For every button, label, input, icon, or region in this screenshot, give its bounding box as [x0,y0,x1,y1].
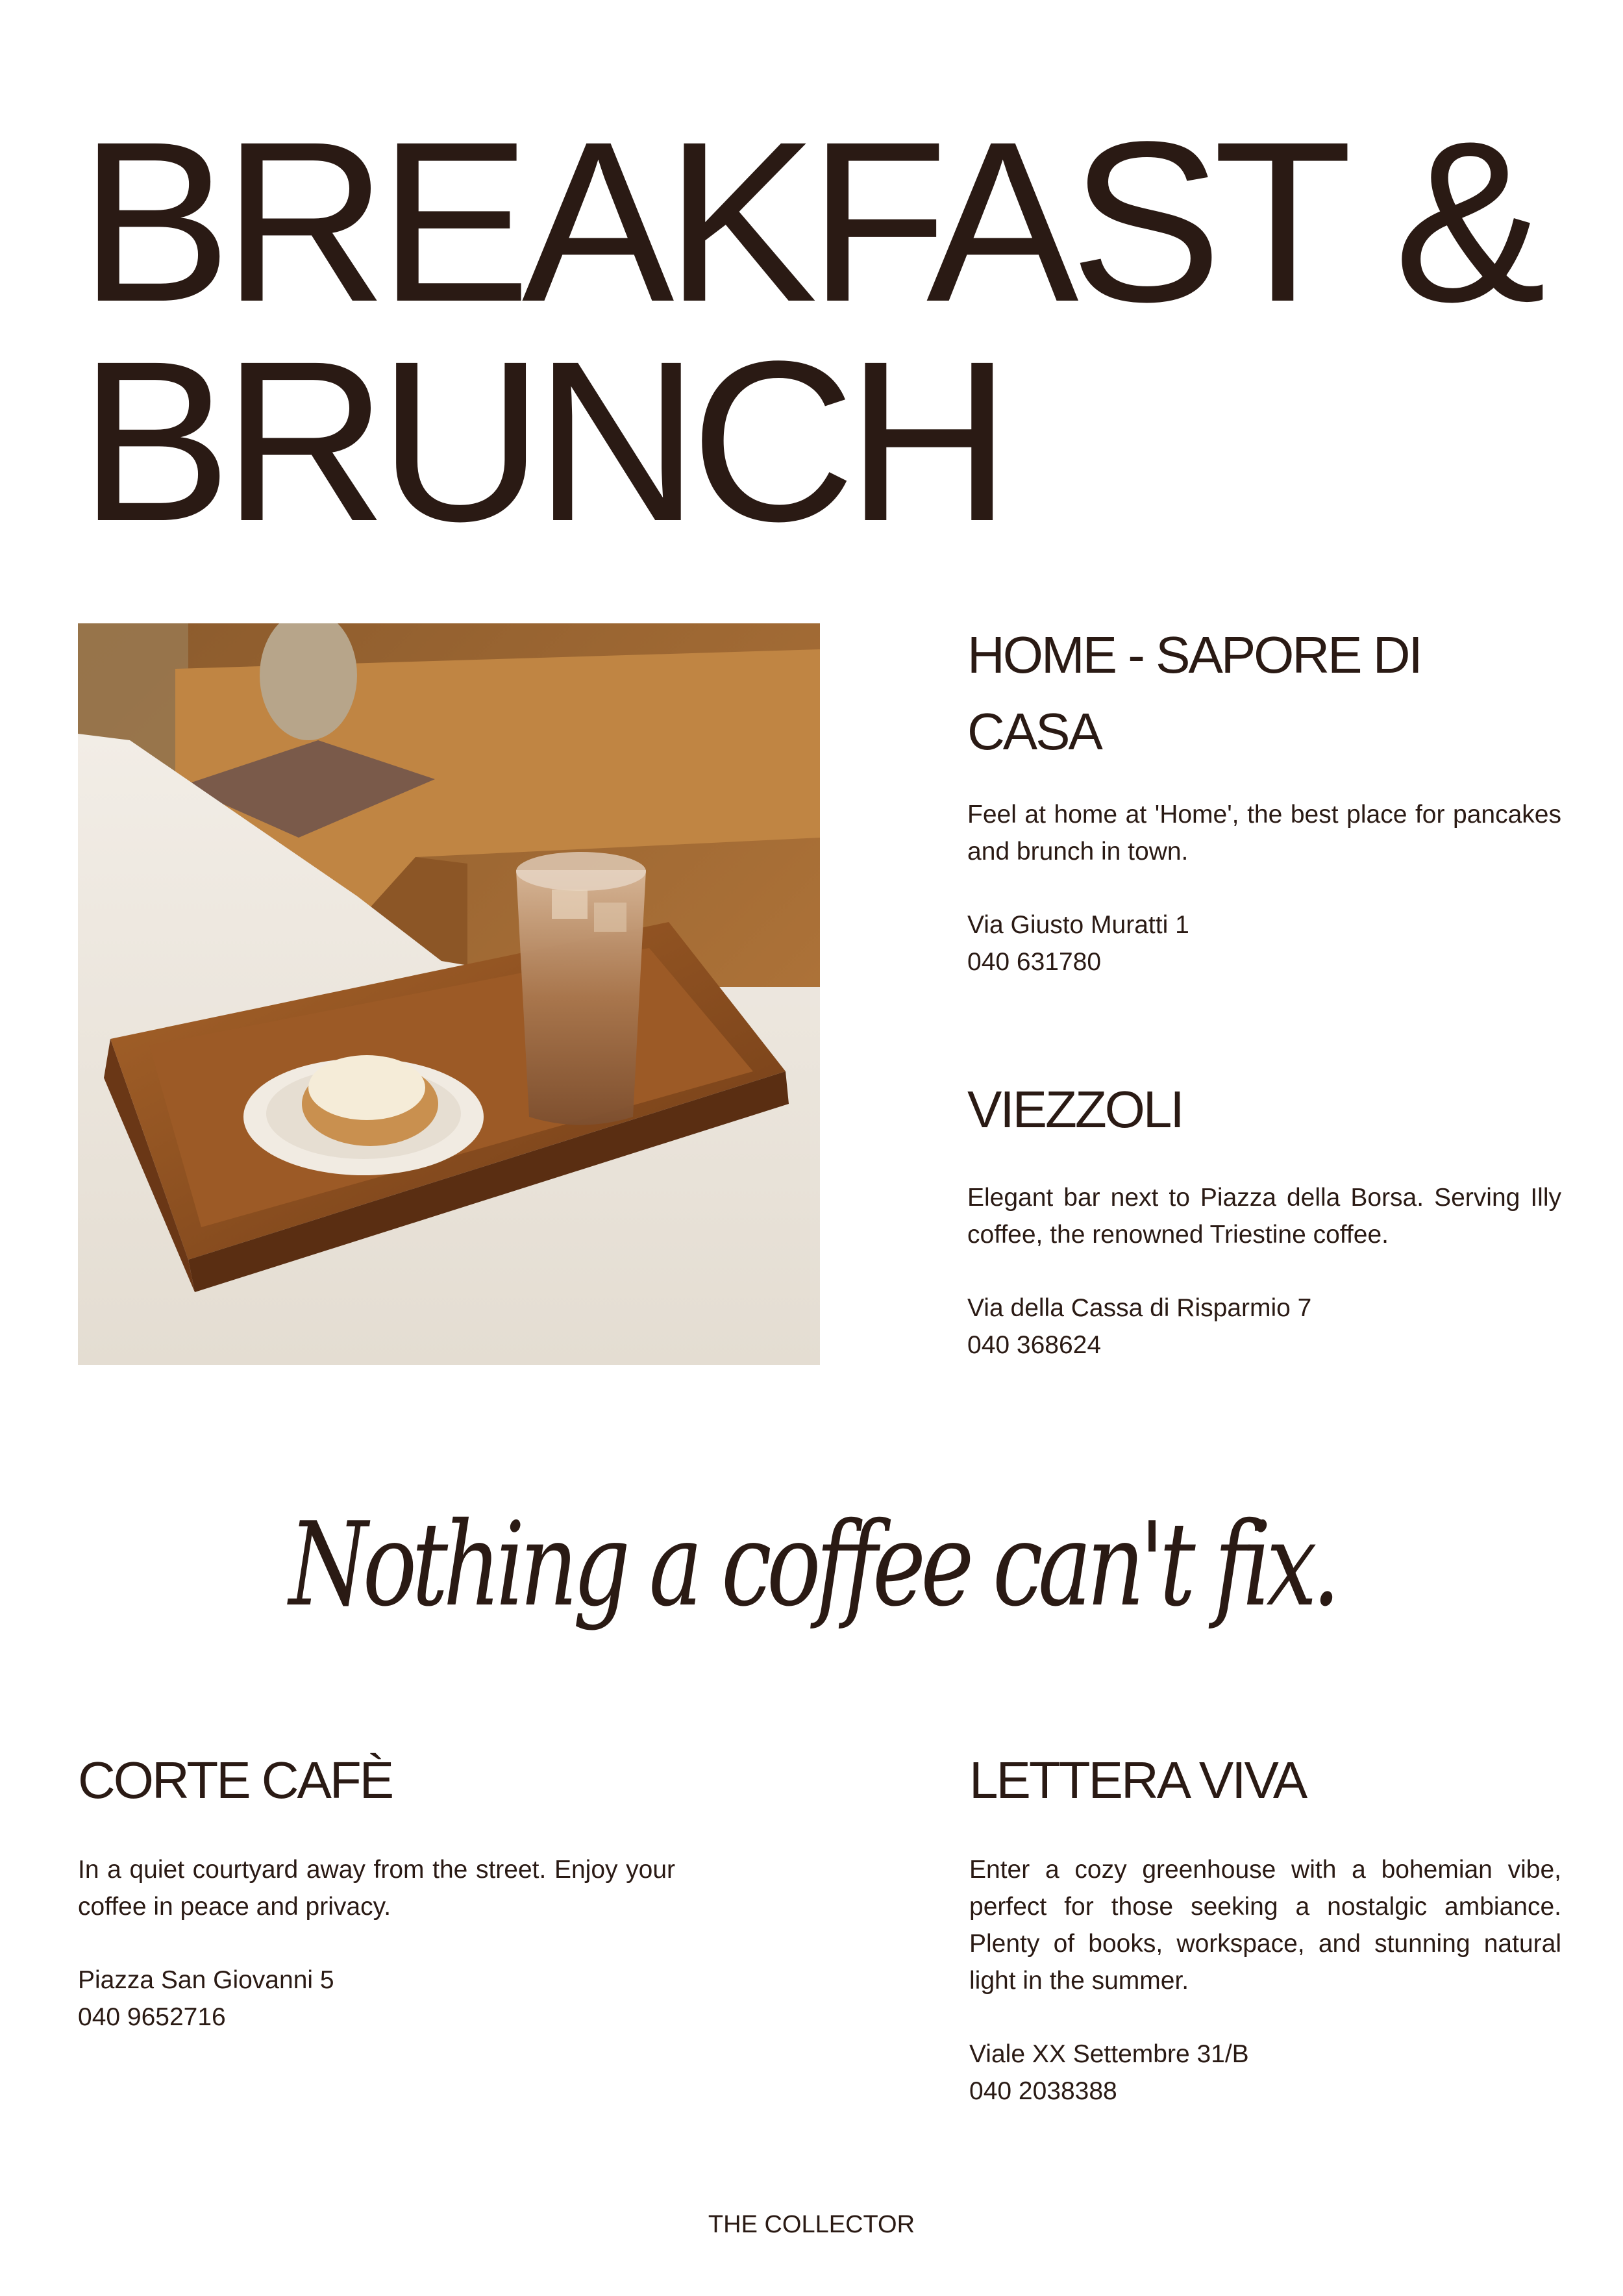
venue-phone: 040 9652716 [78,2003,226,2031]
page-title-line-1: BREAKFAST & [79,94,1537,349]
venue-lettera-viva [969,1742,1561,2110]
venue-address: Via della Cassa di Risparmio 7 [967,1294,1312,1322]
venue-contact [967,906,1561,980]
venue-address: Piazza San Giovanni 5 [78,1966,334,1994]
venue-description: Enter a cozy greenhouse with a bohemian vibe, perfect for those seeking a nostalgic ambiance. Plenty of books, workspace, and stunning natural light in the summer. [969,1856,1561,1995]
venue-name: LETTERA VIVA [969,1751,1306,1809]
quote: Nothing a coffee can't fix. [288,1497,1336,1632]
venue-name: CORTE CAFÈ [78,1751,393,1809]
venue-description: Elegant bar next to Piazza della Borsa. Serving Illy coffee, the renowned Triestine coffee. [967,1184,1561,1249]
page-title [79,94,1572,569]
venue-phone: 040 368624 [967,1331,1102,1359]
breakfast-tray-photo [78,623,820,1365]
breakfast-tray-illustration [78,623,820,1365]
footer-brand: THE COLLECTOR [708,2211,915,2238]
page-title-line-2: BRUNCH [79,313,1002,569]
venue-address: Via Giusto Muratti 1 [967,911,1189,939]
venue-name: HOME - SAPORE DI CASA [967,626,1421,760]
venue-home-sapore-di-casa [967,617,1561,980]
venue-contact [78,1962,675,2036]
venue-phone: 040 631780 [967,948,1102,976]
venue-contact [969,2036,1561,2110]
venue-description: Feel at home at 'Home', the best place for pancakes and brunch in town. [967,801,1561,866]
venue-viezzoli [967,1071,1561,1364]
venue-phone: 040 2038388 [969,2077,1117,2105]
venue-address: Viale XX Settembre 31/B [969,2040,1249,2068]
venue-name: VIEZZOLI [967,1080,1183,1138]
venue-description: In a quiet courtyard away from the street. Enjoy your coffee in peace and privacy. [78,1856,675,1921]
venue-contact [967,1290,1561,1364]
venue-corte-cafe [78,1742,675,2036]
